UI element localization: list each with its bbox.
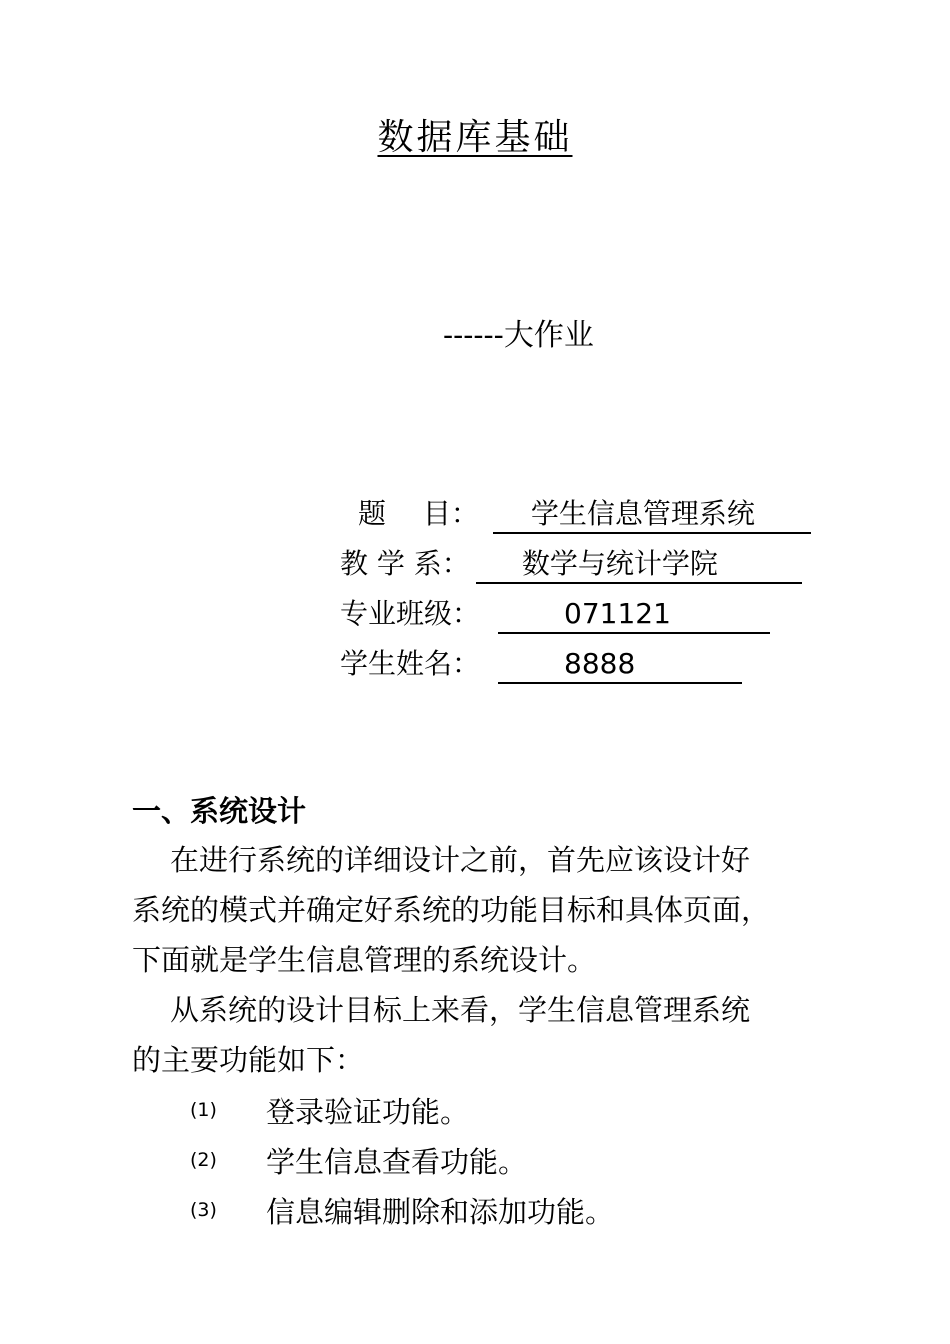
paragraph-2 (132, 985, 822, 1085)
paragraph-line: 在进行系统的详细设计之前，首先应该设计好 (170, 843, 751, 877)
list-text: 信息编辑删除和添加功能。 (266, 1194, 615, 1229)
list-number: (1) (190, 1099, 217, 1121)
info-label-department: 教 学 系： (340, 547, 470, 580)
list-item (190, 1135, 527, 1185)
info-row-student-name (340, 640, 742, 684)
info-value-topic: 学生信息管理系统 (493, 494, 811, 534)
list-number: (3) (190, 1199, 217, 1221)
info-label-student-name: 学生姓名： (340, 647, 481, 680)
section-heading: 一、系统设计 (132, 794, 307, 828)
info-label-class: 专业班级： (340, 597, 481, 630)
paragraph-line: 下面就是学生信息管理的系统设计。 (132, 943, 597, 977)
paragraph-line: 系统的模式并确定好系统的功能目标和具体页面， (132, 893, 771, 927)
info-row-class (340, 590, 770, 634)
info-value-student-name: 8888 (498, 644, 742, 684)
document-subtitle: ------大作业 (443, 318, 594, 353)
document-title-text: 数据库基础 (377, 117, 573, 158)
info-row-topic (358, 490, 811, 534)
list-text: 学生信息查看功能。 (266, 1144, 528, 1179)
info-value-department: 数学与统计学院 (476, 544, 802, 584)
list-item (190, 1085, 469, 1135)
info-label-topic: 题 目： (358, 497, 479, 530)
list-text: 登录验证功能。 (266, 1094, 470, 1129)
list-number: (2) (190, 1149, 217, 1171)
list-item (190, 1185, 614, 1235)
info-row-department (340, 540, 802, 584)
paragraph-1 (132, 835, 822, 985)
paragraph-line: 从系统的设计目标上来看，学生信息管理系统 (170, 993, 751, 1027)
paragraph-line: 的主要功能如下： (132, 1043, 365, 1077)
document-title (0, 112, 950, 164)
info-value-class: 071121 (498, 594, 770, 634)
